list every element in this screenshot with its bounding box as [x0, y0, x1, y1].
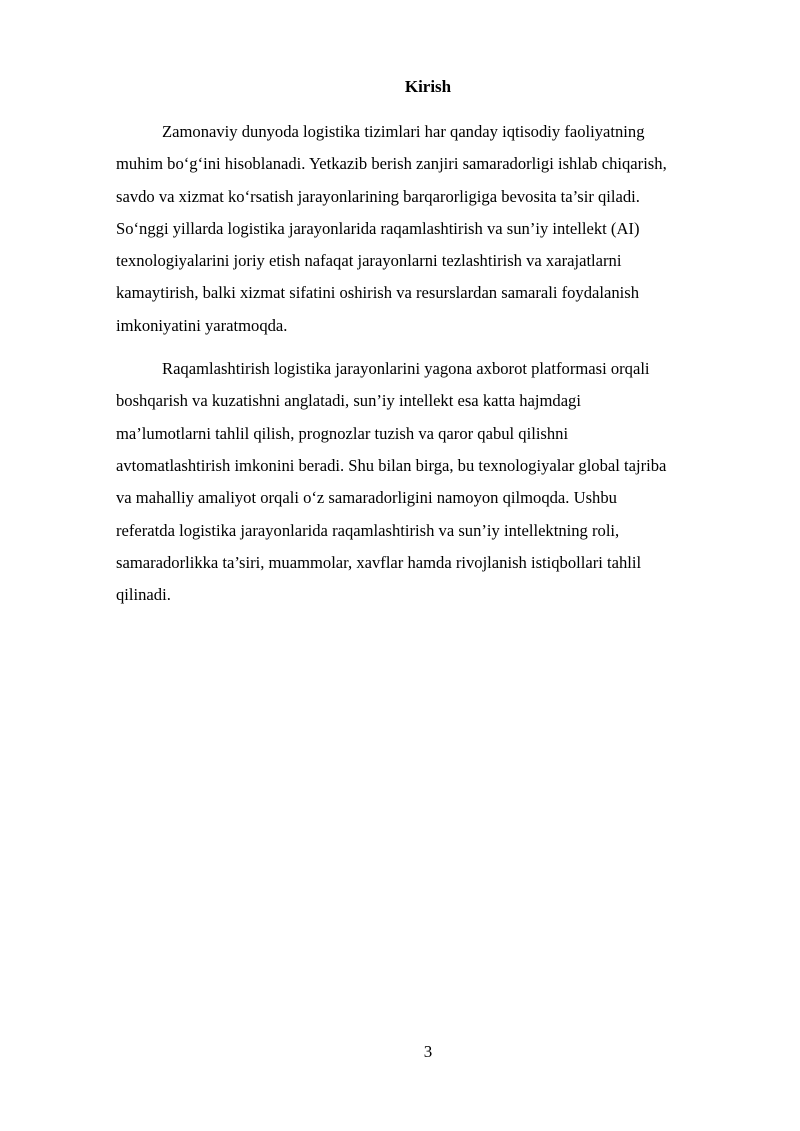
text-line: va mahalliy amaliyot orqali o‘z samaradorligini namoyon qilmoqda. Ushbu — [116, 488, 617, 508]
text-line: texnologiyalarini joriy etish nafaqat jarayonlarni tezlashtirish va xarajatlarni — [116, 251, 622, 271]
text-line: referatda logistika jarayonlarida raqamlashtirish va sun’iy intellektning roli, — [116, 520, 620, 540]
text-line: Raqamlashtirish logistika jarayonlarini yagona axborot platformasi orqali — [162, 359, 650, 379]
section-title: Kirish — [404, 77, 452, 96]
text-line: avtomatlashtirish imkonini beradi. Shu bilan birga, bu texnologiyalar global tajriba — [116, 455, 667, 475]
paragraph-1 — [116, 116, 726, 342]
text-line: samaradorlikka ta’siri, muammolar, xavflar hamda rivojlanish istiqbollari tahlil — [116, 552, 642, 572]
text-line: muhim bo‘g‘ini hisoblanadi. Yetkazib berish zanjiri samaradorligi ishlab chiqarish, — [116, 154, 667, 174]
text-line: So‘nggi yillarda logistika jarayonlarida raqamlashtirish va sun’iy intellekt (AI) — [116, 218, 640, 238]
text-line: ma’lumotlarni tahlil qilish, prognozlar tuzish va qaror qabul qilishni — [116, 423, 569, 443]
text-line: savdo va xizmat ko‘rsatish jarayonlarining barqarorligiga bevosita ta’sir qiladi. — [116, 186, 640, 206]
text-line: kamaytirish, balki xizmat sifatini oshirish va resurslardan samarali foydalanish — [116, 283, 640, 303]
paragraph-2 — [116, 353, 726, 611]
text-line: imkoniyatini yaratmoqda. — [116, 315, 288, 335]
text-line: boshqarish va kuzatishni anglatadi, sun’iy intellekt esa katta hajmdagi — [116, 391, 581, 411]
page-number: 3 — [423, 1042, 433, 1061]
text-line: qilinadi. — [116, 585, 171, 605]
body-text — [116, 116, 726, 622]
text-line: Zamonaviy dunyoda logistika tizimlari har qanday iqtisodiy faoliyatning — [162, 122, 645, 141]
